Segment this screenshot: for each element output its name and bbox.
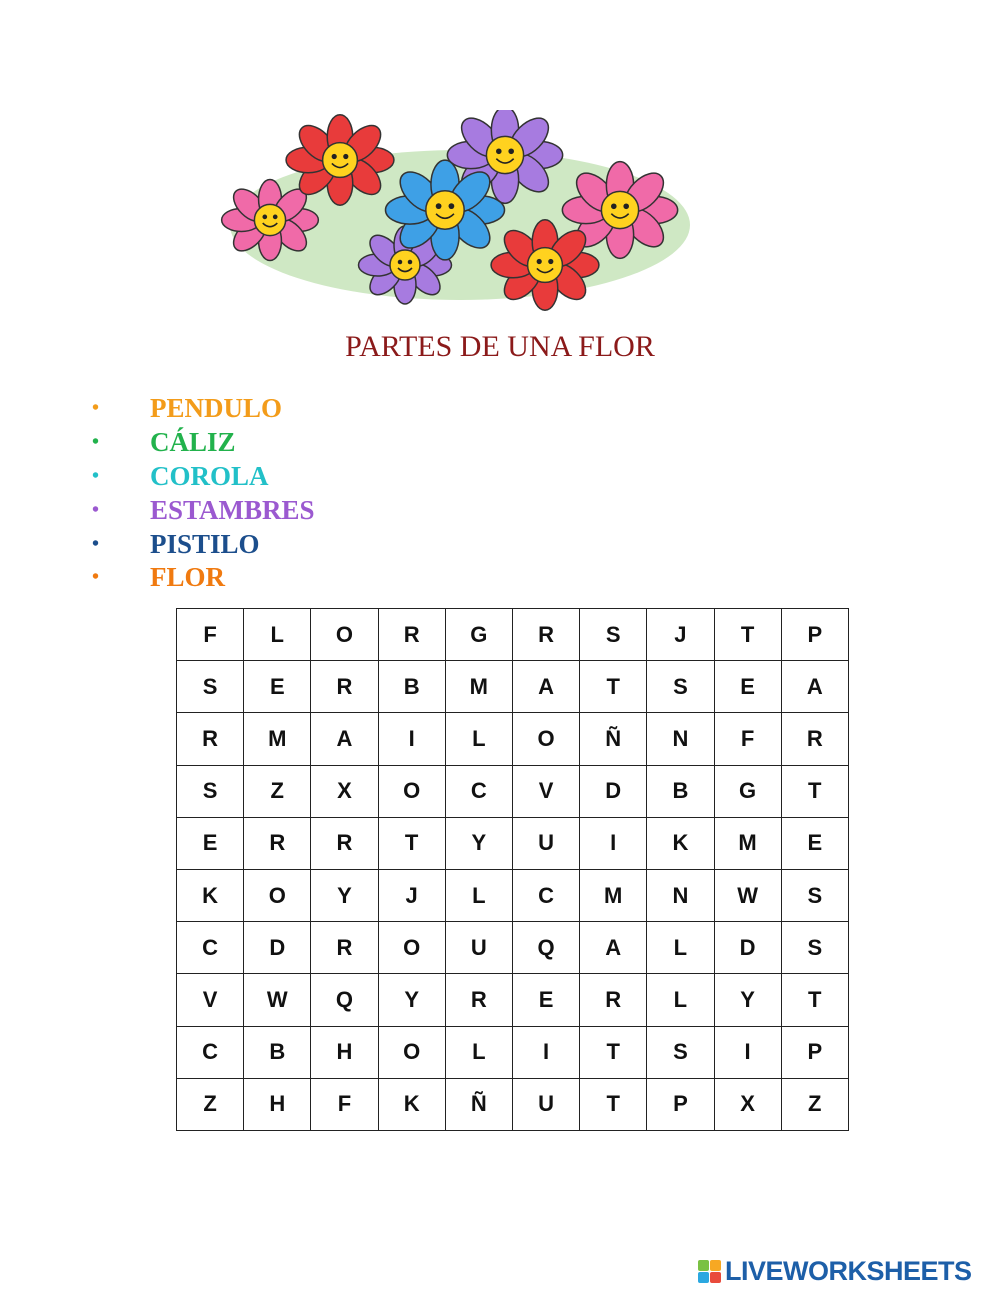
grid-row [177,713,849,765]
grid-cell[interactable]: Y [311,869,378,921]
grid-cell[interactable]: I [714,1026,781,1078]
grid-cell[interactable]: E [781,817,848,869]
grid-cell[interactable]: T [781,765,848,817]
grid-cell[interactable]: F [714,713,781,765]
grid-cell[interactable]: R [445,974,512,1026]
grid-cell[interactable]: O [378,1026,445,1078]
grid-cell[interactable]: S [781,922,848,974]
word-text: PISTILO [150,528,260,559]
liveworksheets-logo-icon [698,1260,721,1283]
bullet-icon: • [92,464,100,487]
grid-row [177,609,849,661]
grid-cell[interactable]: P [647,1078,714,1130]
flower-icon [385,160,504,260]
grid-cell[interactable]: S [177,765,244,817]
grid-cell[interactable]: A [512,661,579,713]
word-text: FLOR [150,562,226,593]
grid-cell[interactable]: P [781,609,848,661]
grid-cell[interactable]: G [714,765,781,817]
grid-cell[interactable]: L [445,713,512,765]
grid-cell[interactable]: F [177,609,244,661]
grid-cell[interactable]: N [647,869,714,921]
grid-cell[interactable]: L [244,609,311,661]
grid-cell[interactable]: R [512,609,579,661]
grid-cell[interactable]: B [647,765,714,817]
grid-cell[interactable]: T [378,817,445,869]
grid-cell[interactable]: L [445,1026,512,1078]
grid-cell[interactable]: K [647,817,714,869]
grid-cell[interactable]: L [647,922,714,974]
logo-square [698,1272,709,1283]
flower-icon [286,115,394,205]
grid-cell[interactable]: I [512,1026,579,1078]
grid-cell[interactable]: C [177,1026,244,1078]
grid-cell[interactable]: E [714,661,781,713]
grid-cell[interactable]: T [714,609,781,661]
grid-cell[interactable]: R [311,661,378,713]
grid-cell[interactable]: M [580,869,647,921]
grid-row [177,765,849,817]
grid-cell[interactable]: E [244,661,311,713]
grid-cell[interactable]: T [580,661,647,713]
grid-row [177,817,849,869]
grid-cell[interactable]: Y [445,817,512,869]
word-list-item [88,460,315,494]
word-list [88,392,315,595]
grid-row [177,661,849,713]
word-text: COROLA [150,460,269,491]
bullet-icon: • [92,566,100,589]
grid-cell[interactable]: W [714,869,781,921]
bullet-icon: • [92,532,100,555]
grid-row [177,1078,849,1130]
word-text: PENDULO [150,393,283,424]
grid-cell[interactable]: P [781,1026,848,1078]
grid-row [177,922,849,974]
grid-cell[interactable]: B [244,1026,311,1078]
grid-cell[interactable]: G [445,609,512,661]
word-list-item [88,527,315,561]
grid-cell[interactable]: I [378,713,445,765]
grid-cell[interactable]: X [714,1078,781,1130]
grid-cell[interactable]: D [580,765,647,817]
grid-cell[interactable]: L [445,869,512,921]
word-search-grid [176,608,849,1131]
grid-cell[interactable]: R [580,974,647,1026]
grid-cell[interactable]: Q [512,922,579,974]
grid-cell[interactable]: S [580,609,647,661]
grid-cell[interactable]: U [445,922,512,974]
grid-cell[interactable]: Z [177,1078,244,1130]
grid-row [177,974,849,1026]
grid-cell[interactable]: T [580,1026,647,1078]
grid-cell[interactable]: C [512,869,579,921]
bullet-icon: • [92,431,100,454]
grid-cell[interactable]: H [244,1078,311,1130]
grid-cell[interactable]: A [580,922,647,974]
grid-cell[interactable]: E [512,974,579,1026]
grid-cell[interactable]: Y [378,974,445,1026]
grid-cell[interactable]: D [244,922,311,974]
grid-cell[interactable]: M [244,713,311,765]
worksheet-title: PARTES DE UNA FLOR [345,330,655,363]
grid-cell[interactable]: R [378,609,445,661]
logo-square [710,1260,721,1271]
grid-cell[interactable]: O [512,713,579,765]
grid-cell[interactable]: O [244,869,311,921]
grid-cell[interactable]: Q [311,974,378,1026]
grid-cell[interactable]: M [445,661,512,713]
grid-cell[interactable]: V [177,974,244,1026]
bullet-icon: • [92,397,100,420]
grid-cell[interactable]: A [781,661,848,713]
bullet-icon: • [92,498,100,521]
grid-cell[interactable]: J [647,609,714,661]
grid-cell[interactable]: S [647,661,714,713]
grid-cell[interactable]: Ñ [580,713,647,765]
grid-cell[interactable]: S [177,661,244,713]
word-list-item [88,561,315,595]
grid-cell[interactable]: J [378,869,445,921]
grid-cell[interactable]: Ñ [445,1078,512,1130]
grid-cell[interactable]: R [311,922,378,974]
flowers-illustration-icon [210,110,730,315]
grid-cell[interactable]: O [311,609,378,661]
grid-cell[interactable]: N [647,713,714,765]
grid-cell[interactable]: K [378,1078,445,1130]
word-list-item [88,426,315,460]
grid-cell[interactable]: L [647,974,714,1026]
grid-row [177,869,849,921]
grid-cell[interactable]: T [781,974,848,1026]
grid-cell[interactable]: C [177,922,244,974]
grid-cell[interactable]: X [311,765,378,817]
grid-cell[interactable]: B [378,661,445,713]
grid-cell[interactable]: R [311,817,378,869]
grid-cell[interactable]: Z [781,1078,848,1130]
grid-cell[interactable]: A [311,713,378,765]
grid-cell[interactable]: K [177,869,244,921]
logo-square [710,1272,721,1283]
word-text: CÁLIZ [150,427,236,458]
grid-cell[interactable]: O [378,922,445,974]
grid-cell[interactable]: S [647,1026,714,1078]
flower-icon [491,220,599,310]
grid-cell[interactable]: T [580,1078,647,1130]
grid-cell[interactable]: F [311,1078,378,1130]
grid-cell[interactable]: V [512,765,579,817]
word-list-item [88,392,315,426]
grid-cell[interactable]: O [378,765,445,817]
grid-cell[interactable]: U [512,817,579,869]
brand-name: LIVEWORKSHEETS [725,1255,972,1286]
grid-cell[interactable]: S [781,869,848,921]
grid-cell[interactable]: W [244,974,311,1026]
grid-cell[interactable]: Y [714,974,781,1026]
grid-cell[interactable]: U [512,1078,579,1130]
grid-cell[interactable]: I [580,817,647,869]
grid-row [177,1026,849,1078]
grid-cell[interactable]: R [781,713,848,765]
word-text: ESTAMBRES [150,494,315,525]
grid-cell[interactable]: R [177,713,244,765]
grid-cell[interactable]: M [714,817,781,869]
logo-square [698,1260,709,1271]
word-list-item [88,493,315,527]
grid-cell[interactable]: E [177,817,244,869]
liveworksheets-brand[interactable] [698,1254,972,1288]
grid-cell[interactable]: H [311,1026,378,1078]
grid-cell[interactable]: Z [244,765,311,817]
grid-cell[interactable]: R [244,817,311,869]
grid-cell[interactable]: C [445,765,512,817]
grid-cell[interactable]: D [714,922,781,974]
